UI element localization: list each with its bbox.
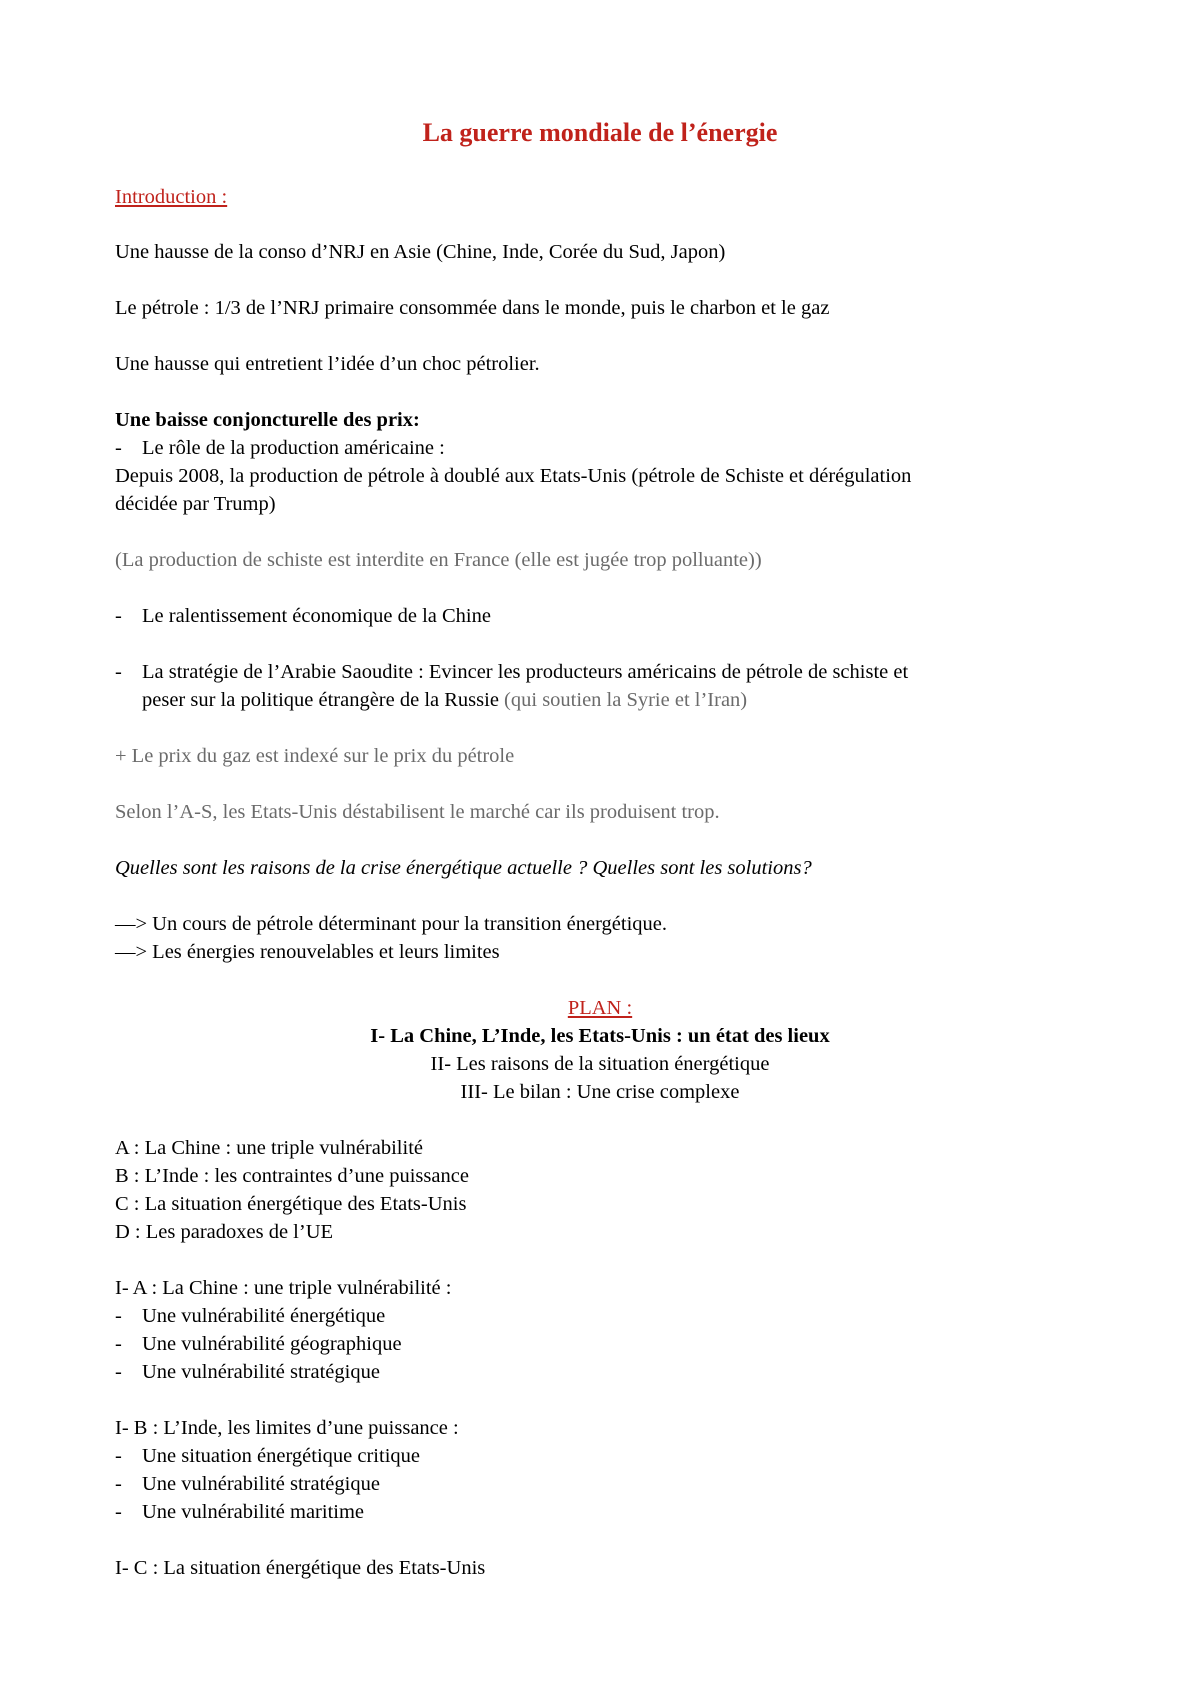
sub-plan-c: C : La situation énergétique des Etats-Unis: [115, 1193, 467, 1215]
bullet-mark: -: [115, 437, 122, 459]
section-ib-item-text: Une vulnérabilité stratégique: [142, 1473, 380, 1495]
plan-part-2: II- Les raisons de la situation énergétique: [430, 1053, 770, 1075]
section-ib-heading: I- B : L’Inde, les limites d’une puissance :: [115, 1417, 459, 1439]
bullet-mark: -: [115, 1501, 122, 1523]
sub-plan-d: D : Les paradoxes de l’UE: [115, 1221, 334, 1243]
intro-heading: Introduction :: [115, 186, 228, 208]
sub-plan-a: A : La Chine : une triple vulnérabilité: [115, 1137, 423, 1159]
section-ia-heading: I- A : La Chine : une triple vulnérabilité :: [115, 1277, 452, 1299]
schiste-note: (La production de schiste est interdite en France (elle est jugée trop polluante)): [115, 549, 762, 571]
section-ib-item: [115, 1470, 380, 1498]
baisse-heading: Une baisse conjoncturelle des prix:: [115, 409, 420, 431]
section-ib-item: [115, 1442, 420, 1470]
section-ib-item-text: Une situation énergétique critique: [142, 1445, 420, 1467]
baisse-item-3-line-2: [115, 686, 747, 714]
baisse-item-3-line-2-note: (qui soutien la Syrie et l’Iran): [498, 689, 748, 711]
bullet-mark: -: [115, 1305, 122, 1327]
section-ia-item-text: Une vulnérabilité stratégique: [142, 1361, 380, 1383]
gaz-note: + Le prix du gaz est indexé sur le prix du pétrole: [115, 745, 515, 767]
baisse-item-1-line-2: Depuis 2008, la production de pétrole à doublé aux Etats-Unis (pétrole de Schiste et dérégulation: [115, 465, 912, 487]
intro-paragraph-1: Une hausse de la conso d’NRJ en Asie (Chine, Inde, Corée du Sud, Japon): [115, 241, 726, 263]
section-ia-item: [115, 1330, 402, 1358]
sub-plan-b: B : L’Inde : les contraintes d’une puissance: [115, 1165, 469, 1187]
section-ia-item: [115, 1358, 380, 1386]
baisse-item-1: [115, 434, 445, 462]
baisse-item-1-text: Le rôle de la production américaine :: [142, 437, 445, 459]
bullet-mark: -: [115, 605, 122, 627]
as-note: Selon l’A-S, les Etats-Unis déstabilisent le marché car ils produisent trop.: [115, 801, 720, 823]
section-ib-item: [115, 1498, 364, 1526]
bullet-mark: -: [115, 661, 122, 683]
baisse-item-3-line-2-text: peser sur la politique étrangère de la Russie: [142, 689, 499, 711]
arrow-line-1: —> Un cours de pétrole déterminant pour la transition énergétique.: [115, 913, 667, 935]
section-ia-item: [115, 1302, 385, 1330]
baisse-item-3: [115, 658, 908, 686]
intro-paragraph-3: Une hausse qui entretient l’idée d’un choc pétrolier.: [115, 353, 540, 375]
bullet-mark: -: [115, 1333, 122, 1355]
intro-paragraph-2: Le pétrole : 1/3 de l’NRJ primaire consommée dans le monde, puis le charbon et le gaz: [115, 297, 830, 319]
plan-part-3: III- Le bilan : Une crise complexe: [460, 1081, 740, 1103]
baisse-item-2: [115, 602, 491, 630]
bullet-mark: -: [115, 1473, 122, 1495]
section-ib-item-text: Une vulnérabilité maritime: [142, 1501, 365, 1523]
baisse-item-2-text: Le ralentissement économique de la Chine: [142, 605, 491, 627]
document-title: La guerre mondiale de l’énergie: [422, 118, 778, 147]
plan-heading: PLAN :: [567, 997, 633, 1019]
section-ia-item-text: Une vulnérabilité énergétique: [142, 1305, 386, 1327]
baisse-item-1-line-3: décidée par Trump): [115, 493, 276, 515]
bullet-mark: -: [115, 1445, 122, 1467]
problematique: Quelles sont les raisons de la crise énergétique actuelle ? Quelles sont les solutions?: [115, 857, 812, 879]
section-ic-heading: I- C : La situation énergétique des Etats-Unis: [115, 1557, 486, 1579]
plan-part-1: I- La Chine, L’Inde, les Etats-Unis : un état des lieux: [370, 1025, 830, 1047]
baisse-item-3-text: La stratégie de l’Arabie Saoudite : Evincer les producteurs américains de pétrole de schiste et: [142, 661, 909, 683]
bullet-mark: -: [115, 1361, 122, 1383]
section-ia-item-text: Une vulnérabilité géographique: [142, 1333, 402, 1355]
arrow-line-2: —> Les énergies renouvelables et leurs limites: [115, 941, 500, 963]
